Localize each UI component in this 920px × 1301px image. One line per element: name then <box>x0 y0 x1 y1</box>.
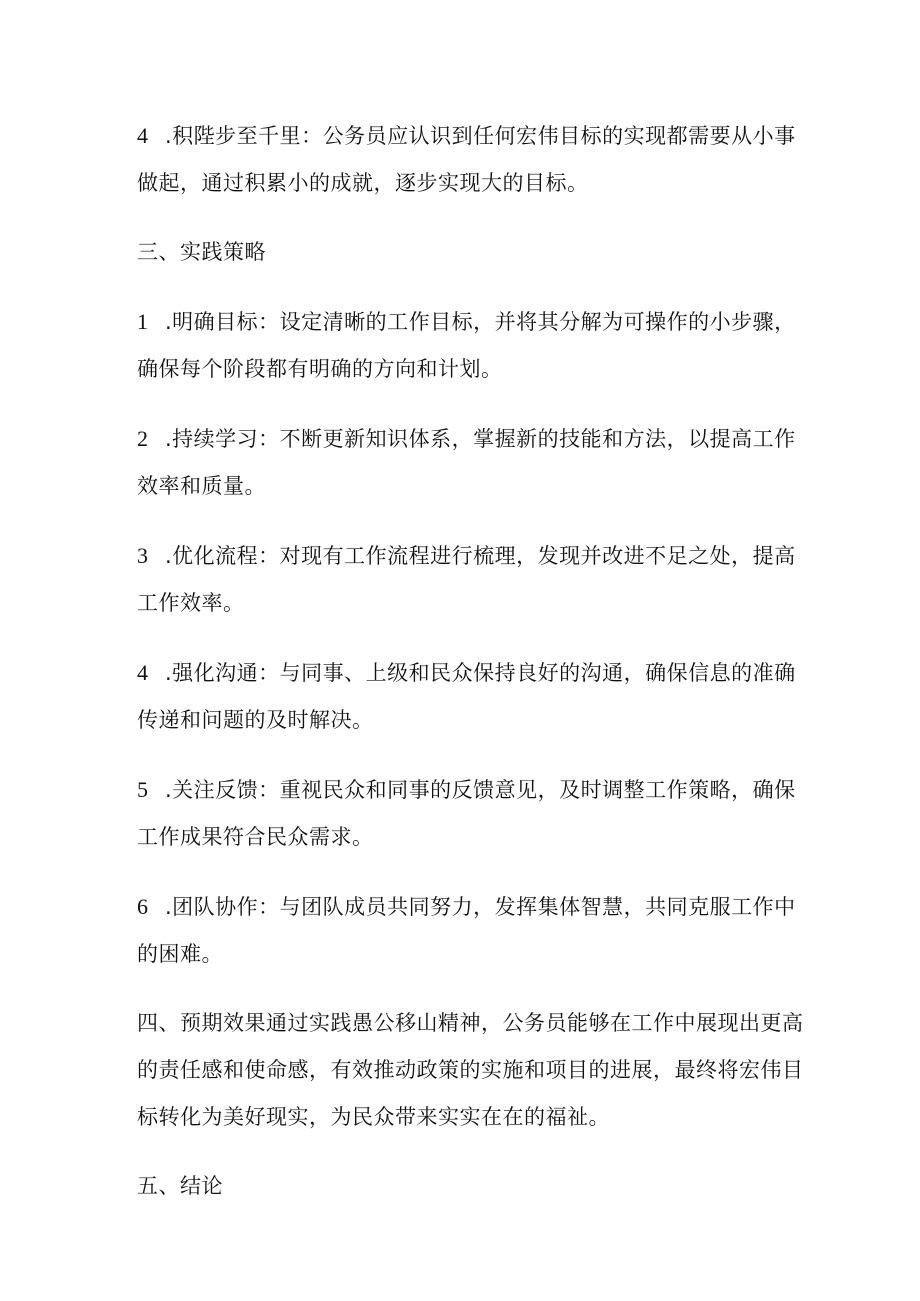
paragraph-text: .明确目标：设定清晰的工作目标，并将其分解为可操作的小步骤，确保每个阶段都有明确的方向和计划。 <box>137 310 796 381</box>
spacer <box>137 276 810 298</box>
spacer <box>137 393 810 415</box>
paragraph-point-6-teamwork <box>137 883 810 978</box>
spacer <box>137 861 810 883</box>
paragraph-number: 1 <box>137 309 149 334</box>
paragraph-text: 四、预期效果通过实践愚公移山精神，公务员能够在工作中展现出更高的责任感和使命感，有效推动政策的实施和项目的进展，最终将宏伟目标转化为美好现实，为民众带来实实在在的福祉。 <box>137 1011 804 1129</box>
paragraph-point-1-goals <box>137 298 810 393</box>
spacer <box>137 627 810 649</box>
spacer <box>137 510 810 532</box>
spacer <box>137 978 810 1000</box>
paragraph-point-3-process <box>137 532 810 627</box>
heading-text: 五、结论 <box>137 1174 223 1198</box>
paragraph-point-5-feedback <box>137 766 810 861</box>
spacer <box>137 744 810 766</box>
spacer <box>137 207 810 229</box>
section-heading-practice-strategy <box>137 229 810 276</box>
paragraph-number: 4 <box>137 660 149 685</box>
paragraph-number: 4 <box>137 123 149 148</box>
paragraph-number: 3 <box>137 543 149 568</box>
paragraph-number: 5 <box>137 777 149 802</box>
paragraph-number: 2 <box>137 426 149 451</box>
paragraph-text: .关注反馈：重视民众和同事的反馈意见，及时调整工作策略，确保工作成果符合民众需求。 <box>137 778 796 849</box>
paragraph-point-4-communication <box>137 649 810 744</box>
section-expected-effects <box>137 1000 810 1141</box>
paragraph-point-4-accumulate <box>137 112 810 207</box>
paragraph-text: .强化沟通：与同事、上级和民众保持良好的沟通，确保信息的准确传递和问题的及时解决。 <box>137 661 796 732</box>
paragraph-text: .持续学习：不断更新知识体系，掌握新的技能和方法，以提高工作效率和质量。 <box>137 427 796 498</box>
spacer <box>137 1141 810 1163</box>
paragraph-point-2-learning <box>137 415 810 510</box>
heading-text: 三、实践策略 <box>137 240 266 264</box>
section-heading-conclusion <box>137 1163 810 1210</box>
paragraph-number: 6 <box>137 894 149 919</box>
paragraph-text: .优化流程：对现有工作流程进行梳理，发现并改进不足之处，提高工作效率。 <box>137 544 796 615</box>
paragraph-text: .团队协作：与团队成员共同努力，发挥集体智慧，共同克服工作中的困难。 <box>137 895 796 966</box>
paragraph-text: .积陛步至千里：公务员应认识到任何宏伟目标的实现都需要从小事做起，通过积累小的成就，逐步实现大的目标。 <box>137 124 796 195</box>
